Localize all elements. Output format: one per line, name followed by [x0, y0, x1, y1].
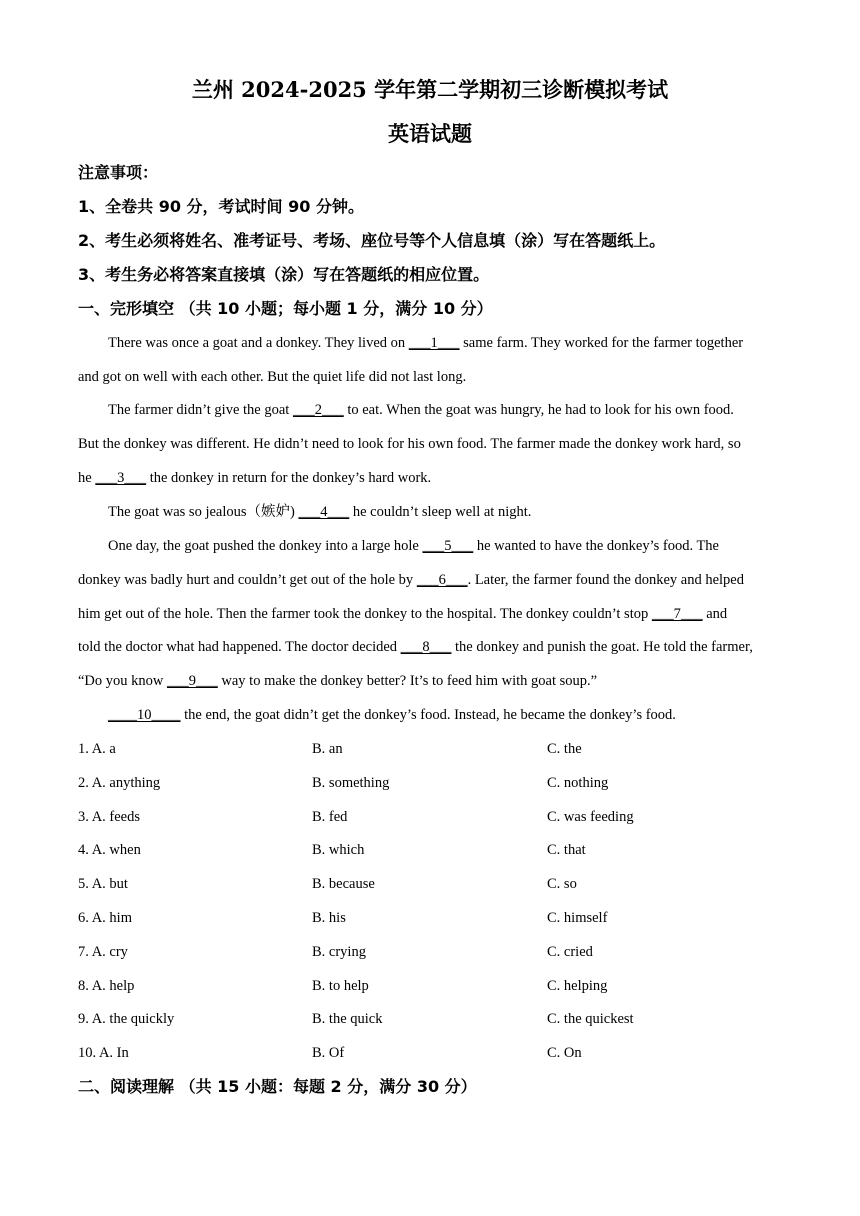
section-heading-reading: 二、阅读理解 （共 15 小题：每题 2 分，满分 30 分）: [78, 1077, 477, 1096]
passage-line: ____10____ the end, the goat didn’t get the donkey’s food. Instead, he became the donkey’s food.: [108, 707, 676, 723]
passage-line: he ___3___ the donkey in return for the donkey’s hard work.: [78, 470, 432, 486]
blank-4: ___4___: [298, 504, 350, 520]
passage-line: The farmer didn’t give the goat ___2___ to eat. When the goat was hungry, he had to look for his own food.: [108, 402, 734, 418]
blank-10: ____10____: [108, 707, 181, 723]
option-c: C. the quickest: [547, 1011, 634, 1027]
passage-line: But the donkey was different. He didn’t need to look for his own food. The farmer made the donkey work hard, so: [78, 436, 741, 452]
option-a: 7. A. cry: [78, 944, 128, 960]
blank-8: ___8___: [400, 639, 452, 655]
option-b: B. something: [312, 775, 390, 791]
passage-line: donkey was badly hurt and couldn’t get out of the hole by ___6___. Later, the farmer found the donkey and helped: [78, 572, 744, 588]
option-c: C. that: [547, 842, 586, 858]
blank-1: ___1___: [408, 335, 460, 351]
notes-heading: 注意事项：: [78, 163, 159, 182]
passage-line: and got on well with each other. But the quiet life did not last long.: [78, 369, 467, 385]
option-b: B. his: [312, 910, 346, 926]
blank-5: ___5___: [422, 538, 474, 554]
option-c: C. himself: [547, 910, 608, 926]
blank-6: ___6___: [416, 572, 468, 588]
option-b: B. fed: [312, 809, 348, 825]
exam-subtitle: 英语试题: [388, 121, 472, 146]
passage-line: One day, the goat pushed the donkey into a large hole ___5___ he wanted to have the donkey’s food. The: [108, 538, 719, 554]
passage-line: him get out of the hole. Then the farmer took the donkey to the hospital. The donkey couldn’t stop ___7___ and: [78, 606, 728, 622]
notes-item: 3、考生务必将答案直接填（涂）写在答题纸的相应位置。: [78, 265, 490, 284]
notes-item: 2、考生必须将姓名、准考证号、考场、座位号等个人信息填（涂）写在答题纸上。: [78, 231, 666, 250]
option-b: B. because: [312, 876, 375, 892]
option-a: 2. A. anything: [78, 775, 161, 791]
option-c: C. the: [547, 741, 582, 757]
option-a: 4. A. when: [78, 842, 141, 858]
option-c: C. so: [547, 876, 577, 892]
passage-line: The goat was so jealous（嫉妒) ___4___ he couldn’t sleep well at night.: [108, 504, 532, 520]
option-b: B. the quick: [312, 1011, 383, 1027]
option-a: 5. A. but: [78, 876, 128, 892]
blank-2: ___2___: [292, 402, 344, 418]
option-c: C. was feeding: [547, 809, 634, 825]
option-c: C. helping: [547, 978, 608, 994]
option-c: C. On: [547, 1045, 582, 1061]
option-a: 6. A. him: [78, 910, 132, 926]
option-b: B. Of: [312, 1045, 345, 1061]
option-a: 10. A. In: [78, 1045, 129, 1061]
option-b: B. crying: [312, 944, 366, 960]
option-a: 3. A. feeds: [78, 809, 141, 825]
passage-line: told the doctor what had happened. The doctor decided ___8___ the donkey and punish the goat. He told the farmer,: [78, 639, 753, 655]
option-a: 1. A. a: [78, 741, 116, 757]
passage-line: “Do you know ___9___ way to make the donkey better? It’s to feed him with goat soup.”: [78, 673, 598, 689]
section-heading-cloze: 一、完形填空 （共 10 小题；每小题 1 分，满分 10 分）: [78, 299, 493, 318]
exam-title: 兰州 2024-2025 学年第二学期初三诊断模拟考试: [191, 77, 669, 102]
blank-3: ___3___: [95, 470, 147, 486]
option-b: B. to help: [312, 978, 369, 994]
passage-line: There was once a goat and a donkey. They lived on ___1___ same farm. They worked for the farmer together: [108, 335, 744, 351]
option-a: 8. A. help: [78, 978, 135, 994]
option-c: C. nothing: [547, 775, 609, 791]
notes-item: 1、全卷共 90 分，考试时间 90 分钟。: [78, 197, 364, 216]
option-c: C. cried: [547, 944, 593, 960]
blank-9: ___9___: [167, 673, 218, 689]
option-b: B. an: [312, 741, 343, 757]
option-a: 9. A. the quickly: [78, 1011, 175, 1027]
option-b: B. which: [312, 842, 365, 858]
blank-7: ___7___: [651, 606, 703, 622]
